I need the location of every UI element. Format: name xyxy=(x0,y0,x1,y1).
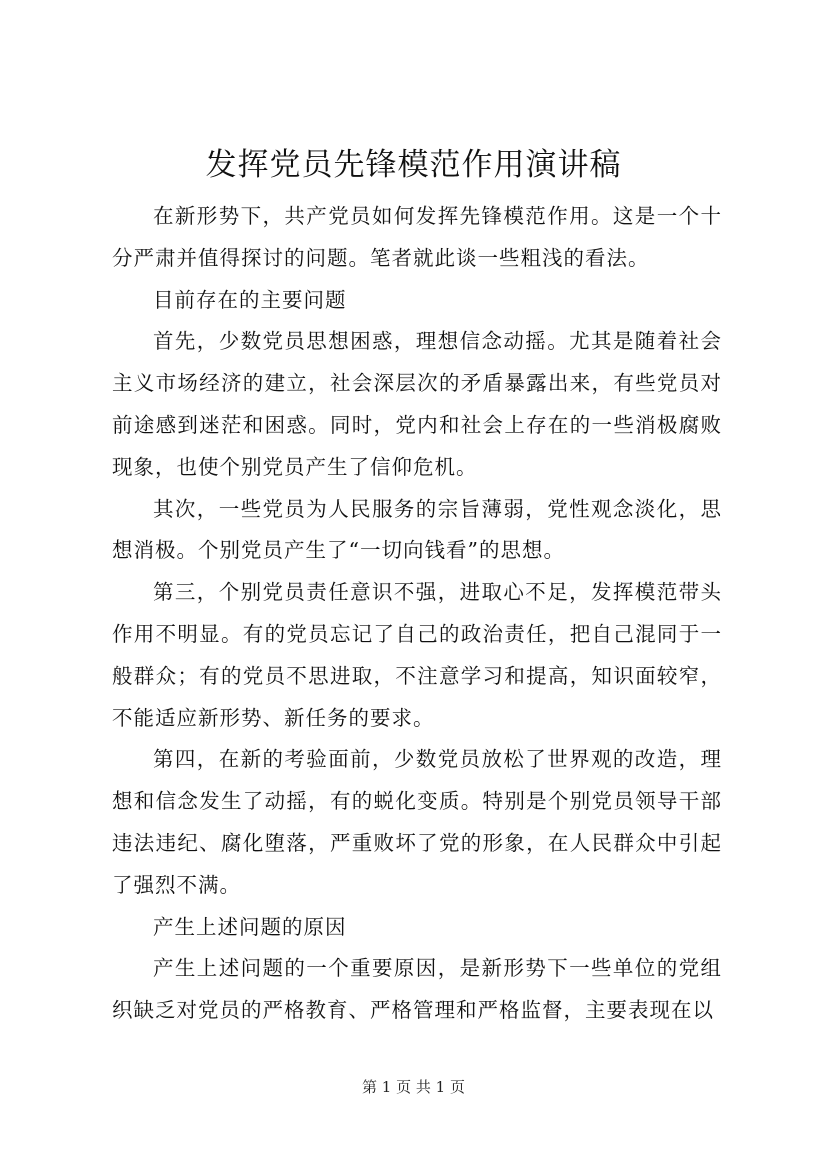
paragraph-fourth: 第四，在新的考验面前，少数党员放松了世界观的改造，理想和信念发生了动摇，有的蜕化变质。特别是个别党员领导干部违法违纪、腐化堕落，严重败坏了党的形象，在人民群众中引起了强烈不满。 xyxy=(112,747,722,897)
paragraph-intro: 在新形势下，共产党员如何发挥先锋模范作用。这是一个十分严肃并值得探讨的问题。笔者就此谈一些粗浅的看法。 xyxy=(112,204,722,270)
document-title: 发挥党员先锋模范作用演讲稿 xyxy=(205,147,622,183)
paragraph-second: 其次，一些党员为人民服务的宗旨薄弱，党性观念淡化，思想消极。个别党员产生了“一切向钱看”的思想。 xyxy=(112,496,722,563)
section-heading-causes: 产生上述问题的原因 xyxy=(153,914,347,939)
paragraph-first: 首先，少数党员思想困惑，理想信念动摇。尤其是随着社会主义市场经济的建立，社会深层次的矛盾暴露出来，有些党员对前途感到迷茫和困惑。同时，党内和社会上存在的一些消极腐败现象，也使个别党员产生了信仰危机。 xyxy=(112,329,722,479)
document-body xyxy=(112,196,722,1032)
page-number-footer: 第 1 页 共 1 页 xyxy=(362,1078,465,1096)
section-heading-problems: 目前存在的主要问题 xyxy=(153,287,347,312)
paragraph-third: 第三，个别党员责任意识不强，进取心不足，发挥模范带头作用不明显。有的党员忘记了自己的政治责任，把自己混同于一般群众；有的党员不思进取，不注意学习和提高，知识面较窄，不能适应新形势、新任务的要求。 xyxy=(112,580,722,730)
paragraph-causes: 产生上述问题的一个重要原因，是新形势下一些单位的党组织缺乏对党员的严格教育、严格管理和严格监督，主要表现在以 xyxy=(112,956,722,1023)
